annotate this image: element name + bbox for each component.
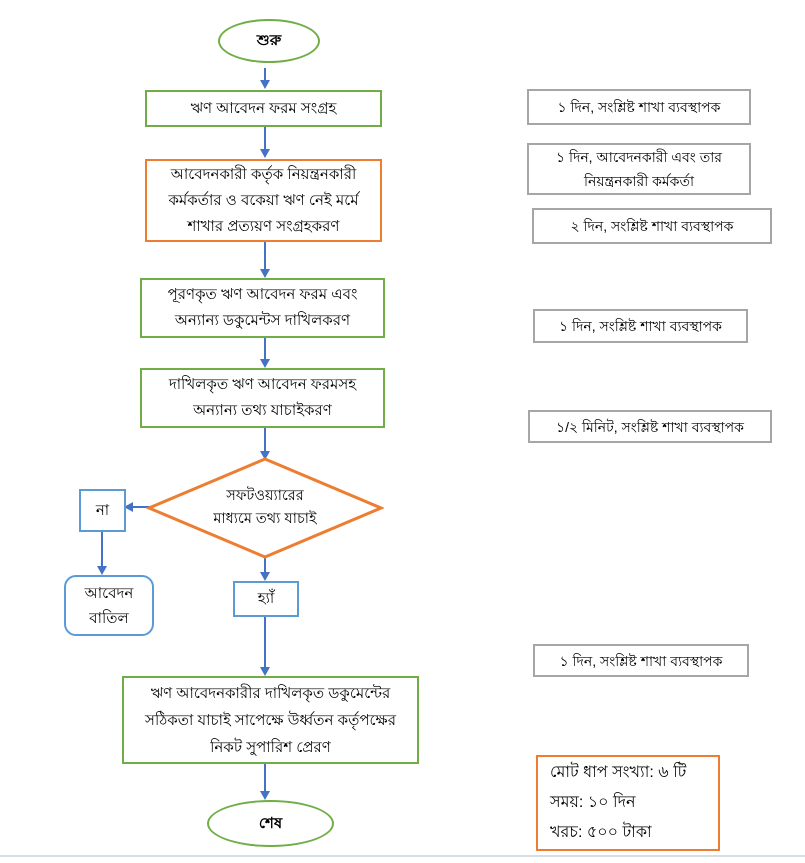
annotation-step2-duration: [527, 143, 751, 195]
arrow-yes-to-step5: [264, 617, 266, 667]
process-step-verify-info: [140, 368, 385, 428]
reject-line: আবেদন: [84, 584, 134, 602]
process-step-recommendation: [122, 676, 419, 764]
decision-diamond: [146, 456, 384, 560]
arrow-no-to-reject: [101, 532, 103, 566]
step3-line: পূরণকৃত ঋণ আবেদন ফরম এবং: [167, 286, 358, 303]
arrow-step3-to-step4: [264, 338, 266, 359]
annotation-text: নিয়ন্ত্রনকারী কর্মকর্তা: [583, 173, 695, 189]
annotation-text: ১ দিন, সংশ্লিষ্ট শাখা ব্যবস্থাপক: [557, 99, 721, 115]
summary-total-steps: মোট ধাপ সংখ্যা: ৬ টি: [550, 764, 687, 781]
step5-line: ঋণ আবেদনকারীর দাখিলকৃত ডকুমেন্টের: [150, 684, 391, 702]
end-label: শেষ: [258, 814, 283, 832]
annotation-text: ১ দিন, সংশ্লিষ্ট শাখা ব্যবস্থাপক: [559, 318, 722, 334]
annotation-decision-duration: [528, 410, 772, 443]
decision-label: [146, 456, 384, 560]
window-bottom-edge: [0, 855, 805, 857]
no-label: না: [95, 501, 110, 519]
step3-line: অন্যান্য ডকুমেন্টস দাখিলকরণ: [174, 312, 351, 329]
start-label: শুরু: [256, 32, 282, 49]
step1-line: ঋণ আবেদন ফরম সংগ্রহ: [190, 99, 337, 117]
process-step-collect-form: [145, 90, 382, 127]
arrow-step4-to-decision: [264, 428, 266, 451]
step2-line: কর্মকর্তার ও বকেয়া ঋণ নেই মর্মে: [168, 191, 359, 209]
arrow-step1-to-step2: [264, 127, 266, 149]
yes-label: হ্যাঁ: [257, 590, 275, 607]
reject-application-box: [64, 575, 154, 636]
step4-line: অন্যান্য তথ্য যাচাইকরণ: [193, 402, 332, 419]
step4-line: দাখিলকৃত ঋণ আবেদন ফরমসহ: [168, 376, 357, 393]
branch-yes-box: [233, 581, 299, 617]
decision-line: সফটওয়্যারের: [226, 488, 304, 504]
summary-total-time: সময়: ১০ দিন: [550, 794, 636, 811]
annotation-step3-duration: [532, 208, 772, 244]
start-terminator: [218, 19, 320, 63]
summary-total-cost: খরচ: ৫০০ টাকা: [550, 824, 652, 841]
annotation-text: ১ দিন, সংশ্লিষ্ট শাখা ব্যবস্থাপক: [559, 652, 723, 669]
branch-no-box: [79, 489, 126, 532]
process-step-certification: [145, 159, 382, 242]
annotation-text: ২ দিন, সংশ্লিষ্ট শাখা ব্যবস্থাপক: [570, 218, 734, 234]
arrow-step2-to-step3: [264, 242, 266, 269]
decision-line: মাধ্যমে তথ্য যাচাই: [213, 511, 317, 527]
process-step-submit-documents: [140, 278, 385, 338]
process-summary-box: [536, 755, 720, 851]
step2-line: শাখার প্রত্যয়ণ সংগ্রহকরণ: [187, 217, 340, 235]
step2-line: আবেদনকারী কর্তৃক নিয়ন্ত্রনকারী: [170, 165, 357, 183]
arrow-step5-to-end: [264, 764, 266, 791]
annotation-text: ১ দিন, আবেদনকারী এবং তার: [555, 149, 722, 165]
reject-line: বাতিল: [89, 609, 129, 627]
end-terminator: [207, 800, 334, 847]
annotation-text: ১/২ মিনিট, সংশ্লিষ্ট শাখা ব্যবস্থাপক: [556, 418, 744, 435]
annotation-step1-duration: [527, 89, 751, 125]
step5-line: নিকট সুপারিশ প্রেরণ: [210, 738, 331, 756]
arrow-start-to-step1: [264, 68, 266, 80]
step5-line: সঠিকতা যাচাই সাপেক্ষে উর্ধ্বতন কর্তৃপক্ষের: [145, 711, 396, 729]
annotation-step5-duration: [533, 644, 749, 677]
annotation-step4-duration: [533, 309, 748, 343]
